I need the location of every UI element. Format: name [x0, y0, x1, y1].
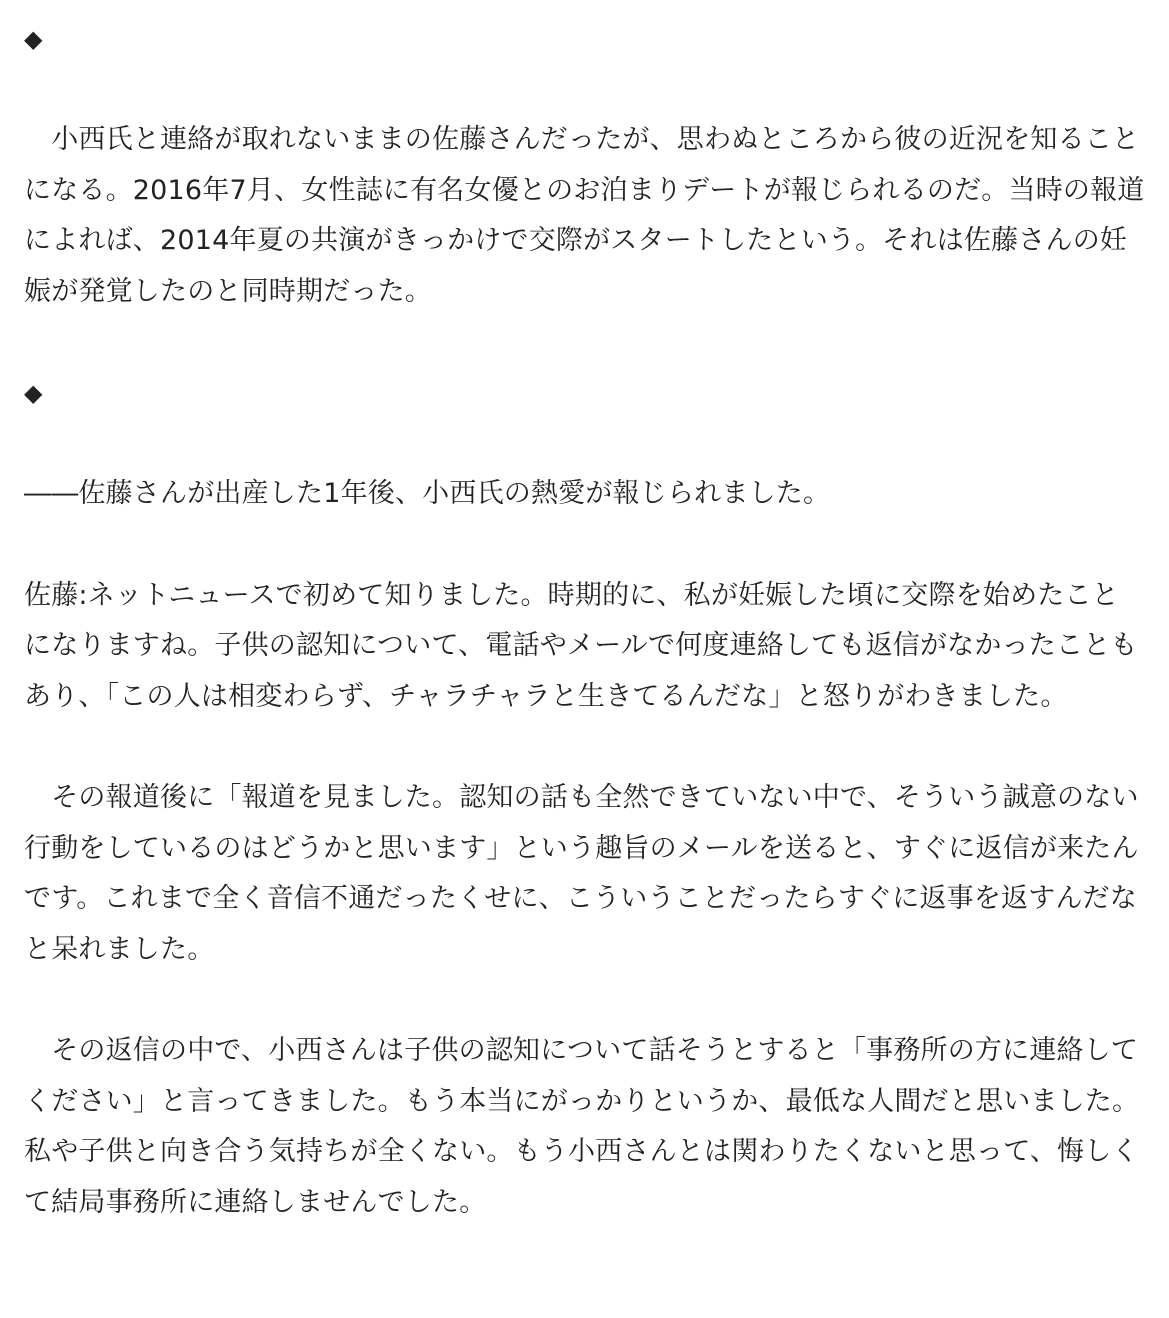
paragraph-narrative: 小西氏と連絡が取れないままの佐藤さんだったが、思わぬところから彼の近況を知ることになる。2016年7月、女性誌に有名女優とのお泊まりデートが報じられるのだ。当時の報道によれば、2014年夏の共演がきっかけで交際がスタートしたという。それは佐藤さんの妊娠が発覚したのと同時期だった。: [24, 124, 1145, 307]
interview-answer-continued: その報道後に「報道を見ました。認知の話も全然できていない中で、そういう誠意のない行動をしているのはどうかと思います」という趣旨のメールを送ると、すぐに返信が来たんです。これまで全く音信不通だったくせに、こういうことだったらすぐに返事を返すんだなと呆れました。: [24, 782, 1139, 965]
article-body: [24, 14, 1146, 1228]
section-separator-diamond: ◆: [24, 25, 43, 53]
section-separator-diamond: ◆: [24, 379, 43, 407]
interview-question: ――佐藤さんが出産した1年後、小西氏の熱愛が報じられました。: [24, 478, 831, 509]
interview-answer: 佐藤:ネットニュースで初めて知りました。時期的に、私が妊娠した頃に交際を始めたことになりますね。子供の認知について、電話やメールで何度連絡しても返信がなかったこともあり、「この人は相変わらず、チャラチャラと生きてるんだな」と怒りがわきました。: [24, 579, 1138, 712]
interview-answer-continued: その返信の中で、小西さんは子供の認知について話そうとすると「事務所の方に連絡してください」と言ってきました。もう本当にがっかりというか、最低な人間だと思いました。私や子供と向き合う気持ちが全くない。もう小西さんとは関わりたくないと思って、悔しくて結局事務所に連絡しませんでした。: [24, 1035, 1140, 1218]
